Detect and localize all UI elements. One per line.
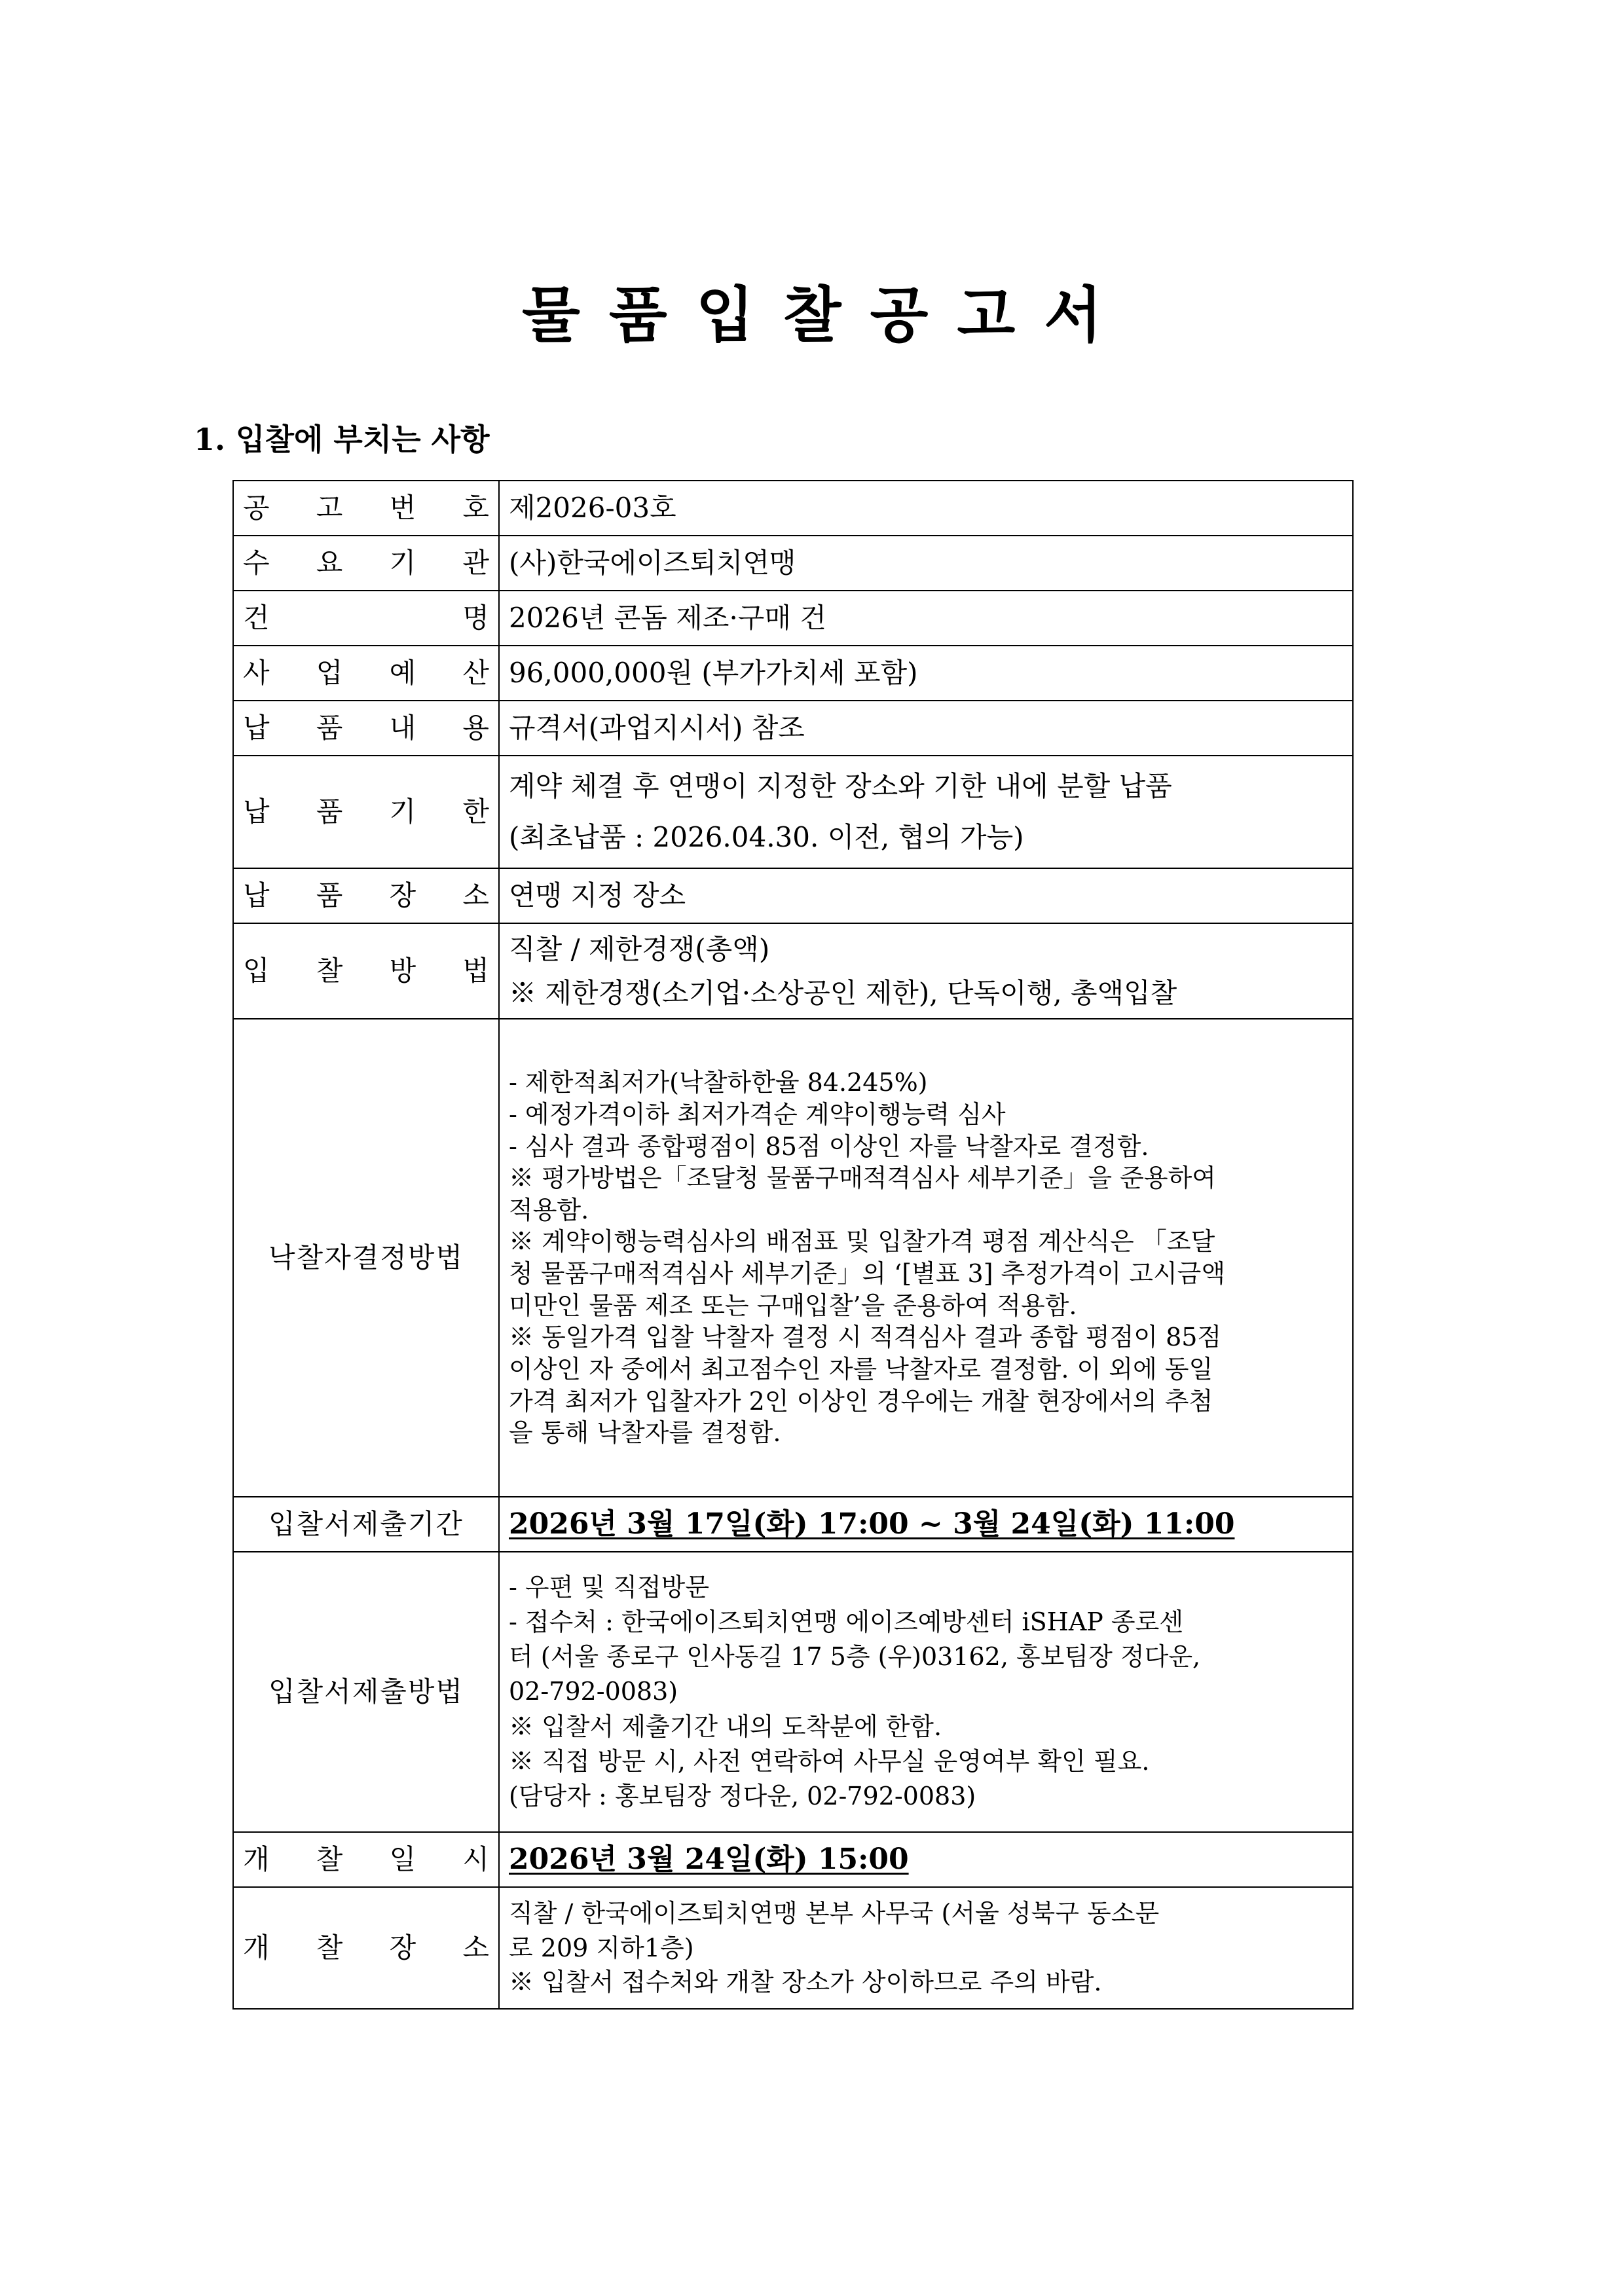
award-method-value xyxy=(499,1019,1353,1497)
label-char: 시 xyxy=(462,1843,489,1875)
label-cell xyxy=(233,1887,499,2009)
label-char: 호 xyxy=(462,491,489,524)
text-line: - 제한적최저가(낙찰하한율 84.245%) xyxy=(509,1068,928,1097)
text-line: 가격 최저가 입찰자가 2인 이상인 경우에는 개찰 현장에서의 추첨 xyxy=(509,1386,1213,1416)
text-line: 터 (서울 종로구 인사동길 17 5층 (우)03162, 홍보팀장 정다운, xyxy=(509,1642,1201,1672)
agency-value: (사)한국에이즈퇴치연맹 xyxy=(499,536,1353,591)
title-value: 2026년 콘돔 제조·구매 건 xyxy=(499,591,1353,646)
text-line: ※ 입찰서 제출기간 내의 도착분에 한함. xyxy=(509,1712,942,1741)
text-line: 02-792-0083) xyxy=(509,1677,678,1706)
opening-place-value xyxy=(499,1887,1353,2009)
label-cell xyxy=(233,481,499,536)
text-line: 계약 체결 후 연맹이 지정한 장소와 기한 내에 분할 납품 xyxy=(509,770,1172,803)
delivery-content-value: 규격서(과업지시서) 참조 xyxy=(499,701,1353,756)
text-line: ※ 입찰서 접수처와 개찰 장소가 상이하므로 주의 바람. xyxy=(509,1968,1102,1997)
delivery-deadline-value xyxy=(499,756,1353,868)
text-line: ※ 동일가격 입찰 낙찰자 결정 시 적격심사 결과 종합 평점이 85점 xyxy=(509,1323,1222,1352)
label-char: 찰 xyxy=(316,1931,343,1964)
label-cell xyxy=(233,591,499,646)
award-method-label: 낙찰자결정방법 xyxy=(268,1241,464,1274)
text-line: - 접수처 : 한국에이즈퇴치연맹 에이즈예방센터 iSHAP 종로센 xyxy=(509,1607,1184,1637)
label-char: 입 xyxy=(243,954,270,987)
label-char: 기 xyxy=(389,795,416,828)
submission-method-label: 입찰서제출방법 xyxy=(268,1675,464,1708)
opening-time-cell xyxy=(499,1832,1353,1887)
text-line: ※ 제한경쟁(소기업·소상공인 제한), 단독이행, 총액입찰 xyxy=(509,977,1177,1009)
submission-period-cell xyxy=(499,1497,1353,1552)
label-cell xyxy=(233,923,499,1019)
label-char: 예 xyxy=(389,656,416,689)
label-char: 번 xyxy=(389,491,416,524)
submission-period-label: 입찰서제출기간 xyxy=(268,1507,464,1540)
row-bid-method xyxy=(233,923,1353,1019)
text-line: - 우편 및 직접방문 xyxy=(509,1572,710,1602)
label-char: 소 xyxy=(462,1931,489,1964)
label-char: 기 xyxy=(389,546,416,579)
label-cell xyxy=(233,701,499,756)
text-line: 로 209 지하1층) xyxy=(509,1933,694,1962)
label-char: 사 xyxy=(243,656,270,689)
label-cell xyxy=(233,646,499,701)
label-char: 납 xyxy=(243,879,270,911)
row-title xyxy=(233,591,1353,646)
text-line: 미만인 물품 제조 또는 구매입찰’을 준용하여 적용함. xyxy=(509,1291,1077,1320)
label-char: 명 xyxy=(462,601,489,634)
text-line: 청 물품구매적격심사 세부기준」의 ‘[별표 3] 추정가격이 고시금액 xyxy=(509,1259,1226,1288)
label-char: 건 xyxy=(243,601,270,634)
text-line: 직찰 / 한국에이즈퇴치연맹 본부 사무국 (서울 성북구 동소문 xyxy=(509,1899,1160,1928)
row-delivery-place xyxy=(233,868,1353,923)
label-char: 장 xyxy=(389,879,416,911)
title-char: 공 xyxy=(870,280,929,350)
document-title xyxy=(0,267,1624,350)
label-cell xyxy=(233,536,499,591)
text-line: 직찰 / 제한경쟁(총액) xyxy=(509,932,770,965)
label-char: 일 xyxy=(389,1843,416,1875)
text-line: 을 통해 낙찰자를 결정함. xyxy=(509,1418,781,1448)
opening-time-value: 2026년 3월 24일(화) 15:00 xyxy=(509,1843,909,1877)
label-cell xyxy=(233,756,499,868)
label-char: 내 xyxy=(389,711,416,744)
label-char: 방 xyxy=(389,954,416,987)
label-char: 관 xyxy=(462,546,489,579)
label-char: 법 xyxy=(462,954,489,987)
section-heading: 1. 입찰에 부치는 사항 xyxy=(194,422,490,457)
label-char: 품 xyxy=(316,879,343,911)
label-char: 장 xyxy=(389,1931,416,1964)
label-char: 품 xyxy=(316,795,343,828)
submission-period-value: 2026년 3월 17일(화) 17:00 ~ 3월 24일(화) 11:00 xyxy=(509,1507,1235,1541)
text-line: ※ 계약이행능력심사의 배점표 및 입찰가격 평점 계산식은 「조달 xyxy=(509,1227,1215,1257)
title-char: 서 xyxy=(1044,280,1103,350)
row-notice-number xyxy=(233,481,1353,536)
row-submission-period xyxy=(233,1497,1353,1552)
budget-value: 96,000,000원 (부가가치세 포함) xyxy=(499,646,1353,701)
label-char: 품 xyxy=(316,711,343,744)
text-line: - 예정가격이하 최저가격순 계약이행능력 심사 xyxy=(509,1099,1006,1129)
label-char: 고 xyxy=(316,491,343,524)
row-opening-time xyxy=(233,1832,1353,1887)
label-char: 산 xyxy=(462,656,489,689)
row-delivery-content xyxy=(233,701,1353,756)
notice-number-value: 제2026-03호 xyxy=(499,481,1353,536)
text-line: 이상인 자 중에서 최고점수인 자를 낙찰자로 결정함. 이 외에 동일 xyxy=(509,1354,1213,1384)
text-line: (담당자 : 홍보팀장 정다운, 02-792-0083) xyxy=(509,1781,976,1810)
label-char: 납 xyxy=(243,795,270,828)
title-char: 고 xyxy=(957,280,1016,350)
row-award-method xyxy=(233,1019,1353,1497)
text-line: - 심사 결과 종합평점이 85점 이상인 자를 낙찰자로 결정함. xyxy=(509,1131,1149,1161)
label-char: 용 xyxy=(462,711,489,744)
row-opening-place xyxy=(233,1887,1353,2009)
label-cell xyxy=(233,1832,499,1887)
row-delivery-deadline xyxy=(233,756,1353,868)
title-char: 찰 xyxy=(783,280,841,350)
text-line: ※ 평가방법은「조달청 물품구매적격심사 세부기준」을 준용하여 xyxy=(509,1164,1217,1193)
label-cell xyxy=(233,1552,499,1832)
row-agency xyxy=(233,536,1353,591)
label-char: 한 xyxy=(462,795,489,828)
label-char: 공 xyxy=(243,491,270,524)
label-cell xyxy=(233,1019,499,1497)
label-char: 수 xyxy=(243,546,270,579)
title-char: 물 xyxy=(521,280,580,350)
text-line: 적용함. xyxy=(509,1195,589,1224)
label-char: 요 xyxy=(316,546,343,579)
label-char: 개 xyxy=(243,1843,270,1875)
row-submission-method xyxy=(233,1552,1353,1832)
text-line: (최초납품 : 2026.04.30. 이전, 협의 가능) xyxy=(509,821,1024,853)
delivery-place-value: 연맹 지정 장소 xyxy=(499,868,1353,923)
bid-info-table xyxy=(232,480,1354,2010)
title-char: 품 xyxy=(608,280,667,350)
label-char: 찰 xyxy=(316,954,343,987)
row-budget xyxy=(233,646,1353,701)
label-char: 찰 xyxy=(316,1843,343,1875)
label-char: 납 xyxy=(243,711,270,744)
label-char: 업 xyxy=(316,656,343,689)
label-char: 소 xyxy=(462,879,489,911)
text-line: ※ 직접 방문 시, 사전 연락하여 사무실 운영여부 확인 필요. xyxy=(509,1746,1150,1776)
title-char: 입 xyxy=(695,280,754,350)
bid-method-value xyxy=(499,923,1353,1019)
label-char: 개 xyxy=(243,1931,270,1964)
label-cell xyxy=(233,1497,499,1552)
label-cell xyxy=(233,868,499,923)
submission-method-value xyxy=(499,1552,1353,1832)
